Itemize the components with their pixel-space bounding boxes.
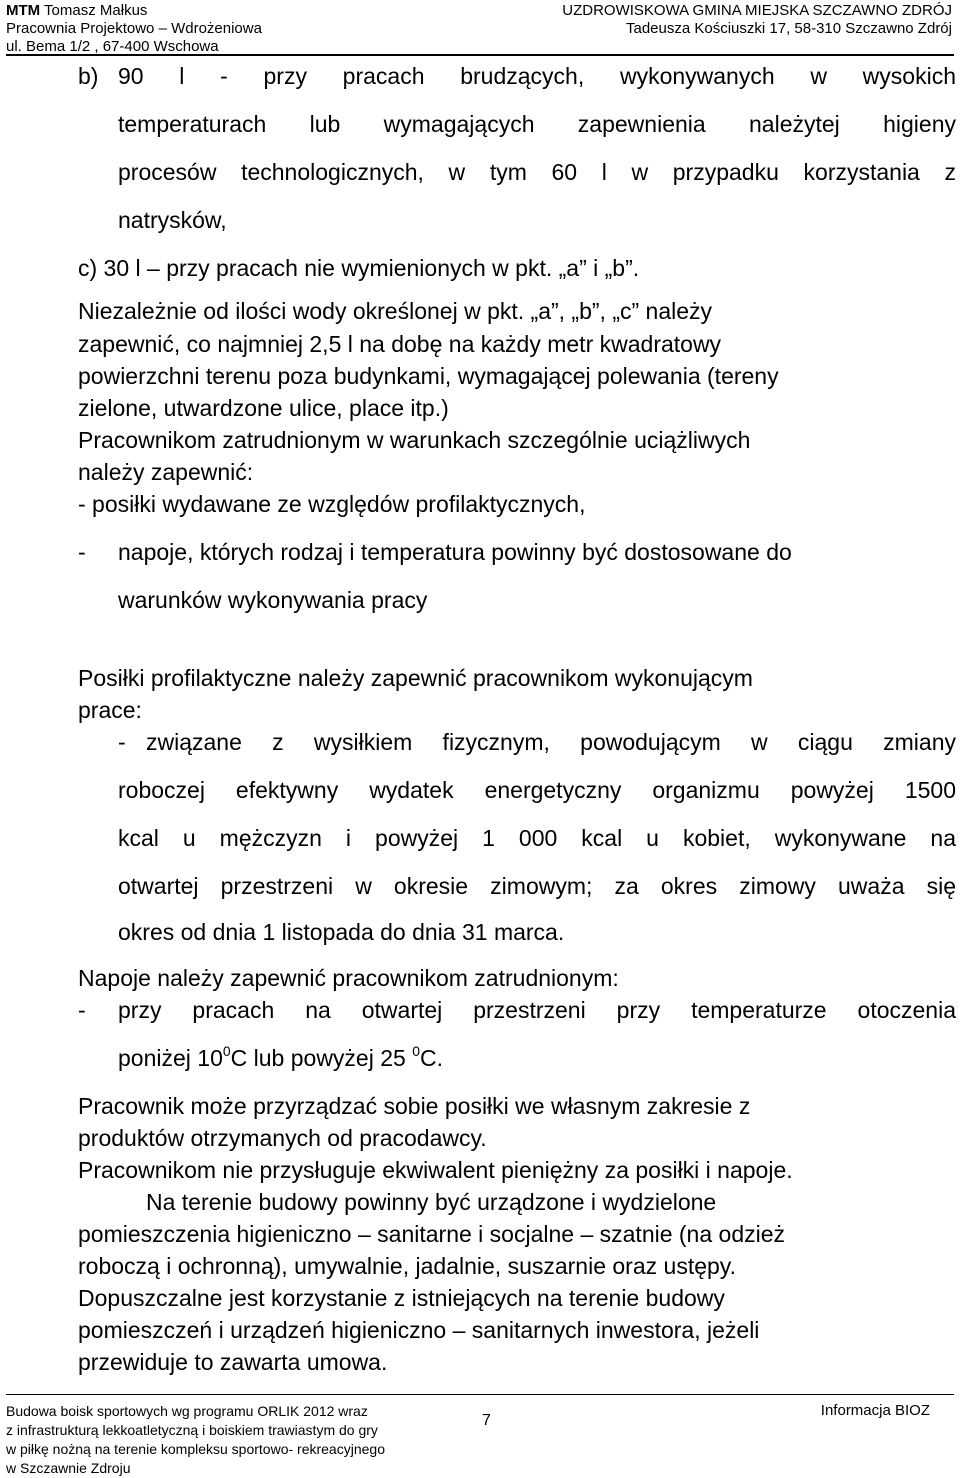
header-address: ul. Bema 1/2 , 67-400 Wschowa: [6, 38, 219, 55]
item-b-line-4: natrysków,: [118, 207, 227, 233]
para-workers-2: należy zapewnić:: [78, 459, 254, 485]
header-author-bold: MTM: [6, 2, 41, 19]
list-drinks-2: warunków wykonywania pracy: [118, 587, 428, 613]
para-drinks: Napoje należy zapewnić pracownikom zatrudnionym:: [78, 965, 619, 991]
item-b-line-2: temperaturach lub wymagających zapewnienia należytej higieny: [118, 111, 956, 137]
para-workers-1: Pracownikom zatrudnionym w warunkach szczególnie uciążliwych: [78, 427, 751, 453]
list-effort-4: otwartej przestrzeni w okresie zimowym; za okres zimowy uważa się: [118, 873, 956, 899]
para-prep-2: produktów otrzymanych od pracodawcy.: [78, 1125, 487, 1151]
footer-divider: [6, 1394, 954, 1395]
list-temp-1: przy pracach na otwartej przestrzeni przy temperaturze otoczenia: [118, 997, 956, 1023]
list-effort-2: roboczej efektywny wydatek energetyczny organizmu powyżej 1500: [118, 777, 956, 803]
list-temp-dash: -: [78, 997, 86, 1023]
para-site-1: Na terenie budowy powinny być urządzone i wydzielone: [146, 1189, 717, 1215]
item-b-line-3: procesów technologicznych, w tym 60 l w przypadku korzystania z: [118, 159, 956, 185]
footer-line-4: w Szczawnie Zdroju: [6, 1460, 131, 1476]
item-b-label: b): [78, 63, 99, 89]
para-water-4: zielone, utwardzone ulice, place itp.): [78, 395, 449, 421]
list-effort-5: okres od dnia 1 listopada do dnia 31 marca.: [118, 919, 565, 945]
footer-section: Informacja BIOZ: [820, 1402, 930, 1419]
para-meals-2: prace:: [78, 697, 142, 723]
para-prep-1: Pracownik może przyrządzać sobie posiłki we własnym zakresie z: [78, 1093, 751, 1119]
footer-line-1: Budowa boisk sportowych wg programu ORLIK 2012 wraz: [6, 1403, 368, 1419]
footer-line-2: z infrastrukturą lekkoatletyczną i boiskiem trawiastym do gry: [6, 1422, 378, 1438]
header-left: [6, 2, 262, 56]
degree-sup-2: 0: [412, 1043, 420, 1059]
item-b-line-1: 90 l - przy pracach brudzących, wykonywanych w wysokich: [118, 63, 956, 89]
list-effort-dash: -: [118, 729, 126, 755]
para-water-2: zapewnić, co najmniej 2,5 l na dobę na każdy metr kwadratowy: [78, 331, 722, 357]
item-c: c) 30 l – przy pracach nie wymienionych w pkt. „a” i „b”.: [78, 255, 640, 281]
list-meals: - posiłki wydawane ze względów profilaktycznych,: [78, 491, 586, 517]
list-effort-3: kcal u mężczyzn i powyżej 1 000 kcal u kobiet, wykonywane na: [118, 825, 956, 851]
header-author: [6, 2, 262, 20]
para-site-2: pomieszczenia higieniczno – sanitarne i socjalne – szatnie (na odzież: [78, 1221, 786, 1247]
header-company: Pracownia Projektowo – Wdrożeniowa: [6, 20, 262, 37]
para-water-1: Niezależnie od ilości wody określonej w pkt. „a”, „b”, „c” należy: [78, 298, 713, 324]
degree-sup-1: 0: [222, 1043, 231, 1059]
para-allowed-2: pomieszczeń i urządzeń higieniczno – sanitarnych inwestora, jeżeli: [78, 1317, 760, 1343]
para-allowed-3: przewiduje to zawarta umowa.: [78, 1349, 388, 1375]
header-author-name: Tomasz Małkus: [40, 2, 148, 19]
para-meals-1: Posiłki profilaktyczne należy zapewnić pracownikom wykonującym: [78, 665, 753, 691]
header-divider: [6, 54, 954, 56]
page-number: 7: [482, 1412, 491, 1429]
para-site-3: roboczą i ochronną), umywalnie, jadalnie, suszarnie oraz ustępy.: [78, 1253, 736, 1279]
header-client: UZDROWISKOWA GMINA MIEJSKA SZCZAWNO ZDRÓJ: [562, 2, 952, 19]
para-water-3: powierzchni terenu poza budynkami, wymagającej polewania (tereny: [78, 363, 779, 389]
list-drinks-dash: -: [78, 539, 86, 565]
header-right: [562, 2, 952, 38]
para-allowed-1: Dopuszczalne jest korzystanie z istniejących na terenie budowy: [78, 1285, 725, 1311]
list-temp-2: [118, 1044, 443, 1075]
footer-line-3: w piłkę nożną na terenie kompleksu sportowo- rekreacyjnego: [6, 1441, 385, 1457]
list-drinks-1: napoje, których rodzaj i temperatura powinny być dostosowane do: [118, 539, 792, 565]
temp-text-1: poniżej 10: [118, 1045, 223, 1071]
footer-left: [6, 1402, 385, 1478]
header-client-address: Tadeusza Kościuszki 17, 58-310 Szczawno Zdrój: [625, 20, 952, 37]
temp-text-3: C.: [420, 1045, 443, 1071]
para-equivalent: Pracownikom nie przysługuje ekwiwalent pieniężny za posiłki i napoje.: [78, 1157, 793, 1183]
list-effort-1: związane z wysiłkiem fizycznym, powodującym w ciągu zmiany: [146, 729, 956, 755]
temp-text-2: C lub powyżej 25: [230, 1045, 413, 1071]
